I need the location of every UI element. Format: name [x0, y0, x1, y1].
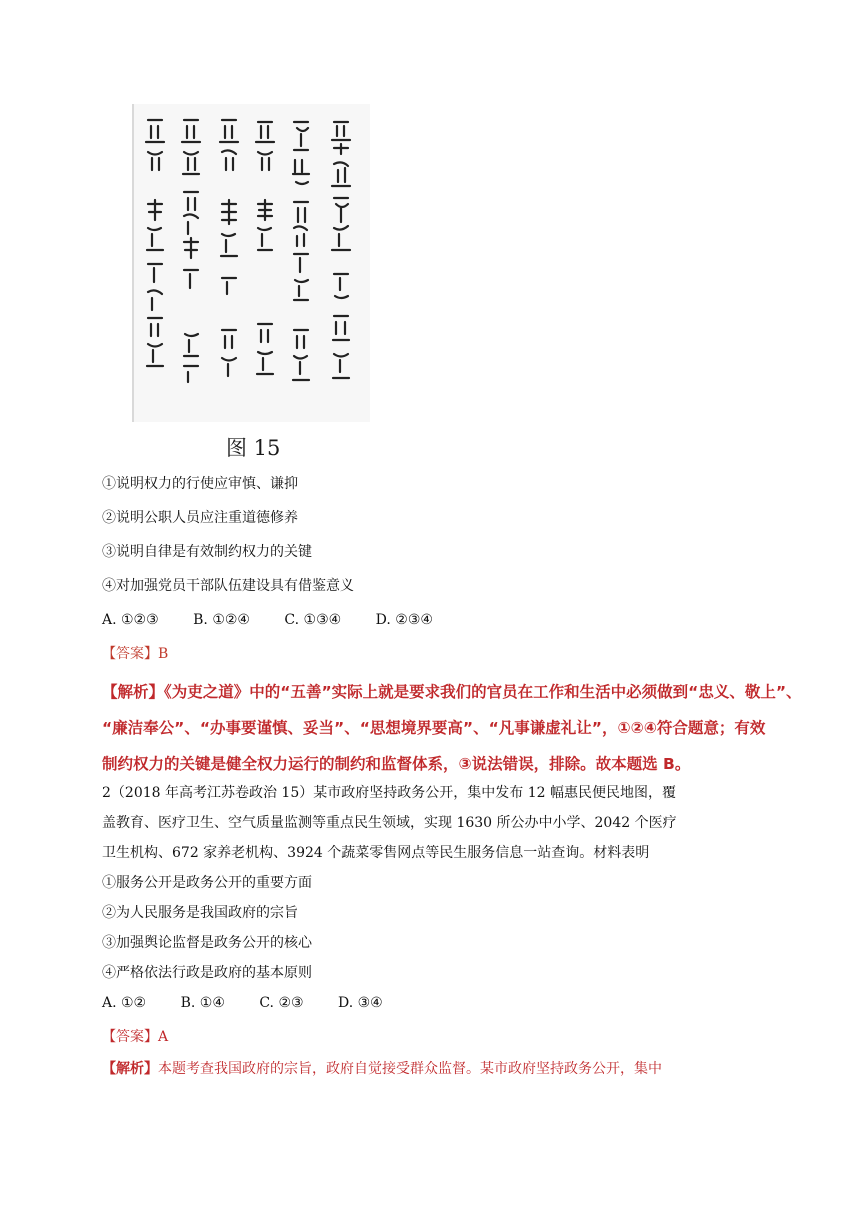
q1-option-1: ①说明权力的行使应审慎、谦抑	[102, 476, 298, 492]
q1-analysis	[102, 674, 802, 782]
q2-option-2: ②为人民服务是我国政府的宗旨	[102, 905, 298, 921]
q1-choice-d: D. ②③④	[375, 612, 433, 628]
q1-answer-value: B	[158, 646, 169, 662]
q2-option-3: ③加强舆论监督是政务公开的核心	[102, 935, 312, 951]
q1-choice-a: A. ①②③	[102, 612, 159, 628]
q1-option-3: ③说明自律是有效制约权力的关键	[102, 544, 312, 560]
q2-analysis-text: 本题考查我国政府的宗旨，政府自觉接受群众监督。某市政府坚持政务公开，集中	[158, 1061, 662, 1077]
q1-choices	[102, 610, 463, 630]
q2-answer-value: A	[158, 1029, 169, 1045]
q1-option-4: ④对加强党员干部队伍建设具有借鉴意义	[102, 578, 354, 594]
q2-block	[102, 778, 762, 1084]
q2-choice-a: A. ①②	[102, 995, 147, 1011]
q2-choice-c: C. ②③	[259, 995, 304, 1011]
q1-analysis-line-1: 【解析】《为吏之道》中的“五善”实际上就是要求我们的官员在工作和生活中必须做到“忠义、敬上”、	[102, 683, 802, 701]
q2-analysis-label: 【解析】	[102, 1061, 158, 1077]
q1-answer	[102, 644, 168, 664]
q1-choice-b: B. ①②④	[193, 612, 250, 628]
q2-choice-b: B. ①④	[180, 995, 225, 1011]
q2-stem-line-2: 盖教育、医疗卫生、空气质量监测等重点民生领域，实现 1630 所公办中小学、2042 个医疗	[102, 815, 677, 831]
q1-analysis-line-3: 制约权力的关键是健全权力运行的制约和监督体系，③说法错误，排除。故本题选 B。	[102, 755, 691, 773]
ancient-manuscript-image	[134, 104, 370, 422]
q2-answer-label: 【答案】	[102, 1029, 158, 1045]
q2-choices	[102, 988, 762, 1018]
q1-analysis-line-2: “廉洁奉公”、“办事要谨慎、妥当”、“思想境界要高”、“凡事谦虚礼让”，①②④符合题意；有效	[102, 719, 766, 737]
q2-analysis	[102, 1054, 762, 1084]
figure-caption: 图 15	[226, 436, 281, 460]
q2-option-1: ①服务公开是政务公开的重要方面	[102, 875, 312, 891]
manuscript-figure	[132, 104, 370, 422]
q2-stem-line-1: 2（2018 年高考江苏卷政治 15）某市政府坚持政务公开，集中发布 12 幅惠民便民地图，覆	[102, 785, 676, 801]
q2-answer	[102, 1022, 762, 1052]
q2-stem-line-3: 卫生机构、672 家养老机构、3924 个蔬菜零售网点等民生服务信息一站查询。材料表明	[102, 845, 650, 861]
q1-option-2: ②说明公职人员应注重道德修养	[102, 510, 298, 526]
q1-answer-label: 【答案】	[102, 646, 158, 662]
q2-choice-d: D. ③④	[338, 995, 383, 1011]
q1-choice-c: C. ①③④	[284, 612, 342, 628]
q2-option-4: ④严格依法行政是政府的基本原则	[102, 965, 312, 981]
